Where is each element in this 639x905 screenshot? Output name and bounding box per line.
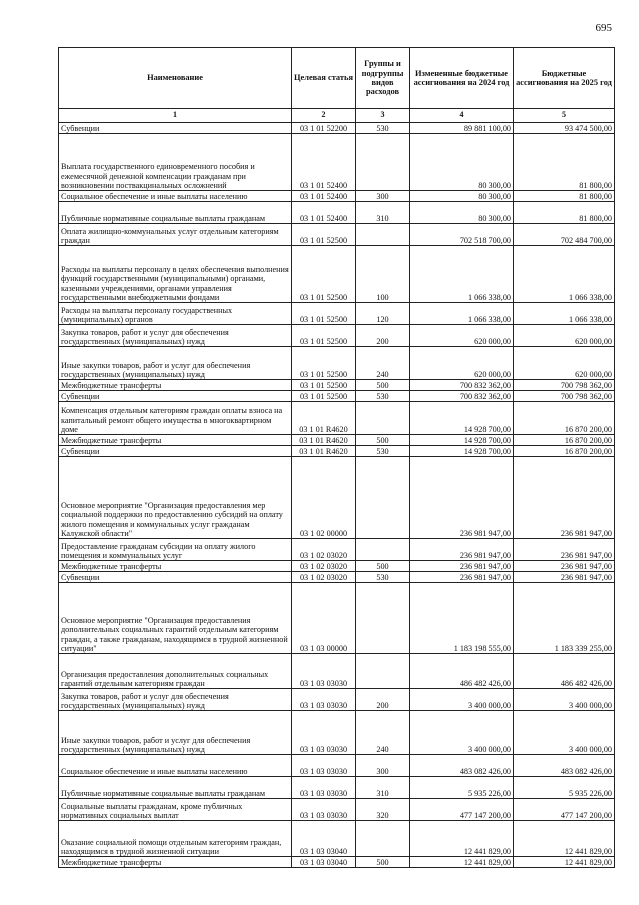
row-expense-group: 240 (356, 711, 410, 755)
row-amount-2025: 1 183 339 255,00 (514, 583, 615, 654)
row-expense-group: 530 (356, 572, 410, 583)
row-expense-group: 310 (356, 202, 410, 224)
row-expense-group (356, 134, 410, 191)
row-amount-2025: 1 066 338,00 (514, 303, 615, 325)
row-name: Иные закупки товаров, работ и услуг для обеспечения государственных (муниципальных) нужд (59, 711, 292, 755)
row-amount-2024: 236 981 947,00 (410, 572, 514, 583)
column-number: 3 (356, 109, 410, 123)
row-expense-group: 300 (356, 191, 410, 202)
table-row (59, 303, 615, 325)
row-amount-2024: 700 832 362,00 (410, 380, 514, 391)
row-amount-2024: 12 441 829,00 (410, 821, 514, 857)
row-amount-2024: 1 066 338,00 (410, 303, 514, 325)
row-name: Межбюджетные трансферты (59, 561, 292, 572)
row-amount-2025: 483 082 426,00 (514, 755, 615, 777)
row-target-article: 03 1 01 52400 (292, 202, 356, 224)
row-expense-group: 530 (356, 391, 410, 402)
row-expense-group: 530 (356, 123, 410, 134)
row-amount-2024: 14 928 700,00 (410, 402, 514, 435)
row-name: Предоставление гражданам субсидии на оплату жилого помещения и коммунальных услуг (59, 539, 292, 561)
row-amount-2024: 477 147 200,00 (410, 799, 514, 821)
row-expense-group (356, 654, 410, 689)
table-row (59, 777, 615, 799)
table-row (59, 711, 615, 755)
row-name: Основное мероприятие "Организация предоставления мер социальной поддержки по предоставлению субсидий на оплату жилого помещения и коммунальных услуг гражданам Калужской области" (59, 457, 292, 539)
row-amount-2024: 1 183 198 555,00 (410, 583, 514, 654)
table-row (59, 202, 615, 224)
row-expense-group: 200 (356, 325, 410, 347)
row-amount-2025: 1 066 338,00 (514, 246, 615, 303)
row-target-article: 03 1 01 R4620 (292, 446, 356, 457)
table-row (59, 224, 615, 246)
row-expense-group: 500 (356, 857, 410, 868)
row-name: Субвенции (59, 391, 292, 402)
row-name: Публичные нормативные социальные выплаты гражданам (59, 202, 292, 224)
column-number: 2 (292, 109, 356, 123)
row-amount-2024: 236 981 947,00 (410, 561, 514, 572)
row-name: Основное мероприятие "Организация предоставления дополнительных социальных гарантий отдельным категориям граждан, а также гражданам, находящимся в трудной жизненной ситуации" (59, 583, 292, 654)
row-name: Субвенции (59, 123, 292, 134)
row-name: Компенсация отдельным категориям граждан оплаты взноса на капитальный ремонт общего имущества в многоквартирном доме (59, 402, 292, 435)
row-amount-2024: 80 300,00 (410, 202, 514, 224)
table-row (59, 755, 615, 777)
row-target-article: 03 1 01 52400 (292, 191, 356, 202)
row-amount-2025: 236 981 947,00 (514, 561, 615, 572)
row-expense-group (356, 583, 410, 654)
row-amount-2025: 12 441 829,00 (514, 821, 615, 857)
row-expense-group (356, 224, 410, 246)
table-row (59, 799, 615, 821)
row-target-article: 03 1 01 52200 (292, 123, 356, 134)
row-amount-2025: 93 474 500,00 (514, 123, 615, 134)
table-column-numbers-row (59, 109, 615, 123)
table-row (59, 123, 615, 134)
row-name: Субвенции (59, 446, 292, 457)
row-name: Расходы на выплаты персоналу в целях обеспечения выполнения функций государственными (муниципальными) органами, казенными учреждениями, органами управления государственными внебюджетными фондами (59, 246, 292, 303)
row-expense-group: 200 (356, 689, 410, 711)
table-row (59, 402, 615, 435)
row-amount-2025: 700 798 362,00 (514, 380, 615, 391)
row-target-article: 03 1 01 52500 (292, 391, 356, 402)
row-name: Социальные выплаты гражданам, кроме публичных нормативных социальных выплат (59, 799, 292, 821)
row-target-article: 03 1 01 52500 (292, 224, 356, 246)
row-amount-2024: 3 400 000,00 (410, 689, 514, 711)
row-amount-2024: 700 832 362,00 (410, 391, 514, 402)
row-expense-group: 310 (356, 777, 410, 799)
row-amount-2024: 12 441 829,00 (410, 857, 514, 868)
row-amount-2025: 236 981 947,00 (514, 539, 615, 561)
row-amount-2025: 236 981 947,00 (514, 457, 615, 539)
row-expense-group: 300 (356, 755, 410, 777)
table-row (59, 134, 615, 191)
table-row (59, 561, 615, 572)
row-name: Организация предоставления дополнительных социальных гарантий отдельным категориям граждан (59, 654, 292, 689)
column-number: 5 (514, 109, 615, 123)
row-name: Межбюджетные трансферты (59, 380, 292, 391)
table-body (59, 123, 615, 868)
table-row (59, 325, 615, 347)
row-name: Социальное обеспечение и иные выплаты населению (59, 191, 292, 202)
page-number: 695 (595, 22, 612, 34)
row-expense-group (356, 457, 410, 539)
row-name: Межбюджетные трансферты (59, 857, 292, 868)
row-amount-2025: 620 000,00 (514, 347, 615, 380)
row-amount-2025: 3 400 000,00 (514, 711, 615, 755)
row-amount-2024: 3 400 000,00 (410, 711, 514, 755)
row-amount-2024: 5 935 226,00 (410, 777, 514, 799)
row-amount-2025: 81 800,00 (514, 134, 615, 191)
row-target-article: 03 1 01 52500 (292, 246, 356, 303)
row-name: Публичные нормативные социальные выплаты гражданам (59, 777, 292, 799)
row-target-article: 03 1 02 00000 (292, 457, 356, 539)
table-row (59, 191, 615, 202)
row-target-article: 03 1 03 03030 (292, 777, 356, 799)
row-target-article: 03 1 03 00000 (292, 583, 356, 654)
table-row (59, 457, 615, 539)
table-row (59, 583, 615, 654)
header-amount-2025: Бюджетные ассигнования на 2025 год (514, 48, 615, 109)
table-row (59, 654, 615, 689)
row-target-article: 03 1 03 03030 (292, 711, 356, 755)
row-amount-2025: 486 482 426,00 (514, 654, 615, 689)
row-target-article: 03 1 02 03020 (292, 561, 356, 572)
row-name: Субвенции (59, 572, 292, 583)
header-name: Наименование (59, 48, 292, 109)
row-target-article: 03 1 01 52400 (292, 134, 356, 191)
row-amount-2025: 81 800,00 (514, 202, 615, 224)
table-row (59, 689, 615, 711)
row-target-article: 03 1 01 52500 (292, 303, 356, 325)
row-amount-2024: 80 300,00 (410, 191, 514, 202)
row-target-article: 03 1 03 03030 (292, 654, 356, 689)
row-target-article: 03 1 02 03020 (292, 539, 356, 561)
row-amount-2025: 702 484 700,00 (514, 224, 615, 246)
row-amount-2024: 14 928 700,00 (410, 435, 514, 446)
row-name: Оплата жилищно-коммунальных услуг отдельным категориям граждан (59, 224, 292, 246)
header-amount-2024: Измененные бюджетные ассигнования на 2024 год (410, 48, 514, 109)
row-name: Межбюджетные трансферты (59, 435, 292, 446)
row-expense-group: 320 (356, 799, 410, 821)
row-amount-2024: 486 482 426,00 (410, 654, 514, 689)
row-expense-group: 500 (356, 380, 410, 391)
row-amount-2024: 89 881 100,00 (410, 123, 514, 134)
row-target-article: 03 1 03 03040 (292, 821, 356, 857)
row-amount-2024: 483 082 426,00 (410, 755, 514, 777)
table-row (59, 857, 615, 868)
table-row (59, 539, 615, 561)
row-amount-2025: 477 147 200,00 (514, 799, 615, 821)
table-row (59, 246, 615, 303)
row-amount-2024: 1 066 338,00 (410, 246, 514, 303)
row-amount-2025: 12 441 829,00 (514, 857, 615, 868)
budget-table (58, 47, 615, 868)
table-row (59, 821, 615, 857)
row-name: Закупка товаров, работ и услуг для обеспечения государственных (муниципальных) нужд (59, 325, 292, 347)
row-name: Выплата государственного единовременного пособия и ежемесячной денежной компенсации гражданам при возникновении поствакцинальных осложнений (59, 134, 292, 191)
row-amount-2025: 16 870 200,00 (514, 402, 615, 435)
row-amount-2025: 236 981 947,00 (514, 572, 615, 583)
row-target-article: 03 1 01 52500 (292, 347, 356, 380)
row-expense-group: 120 (356, 303, 410, 325)
header-expense-group: Группы и подгруппы видов расходов (356, 48, 410, 109)
table-row (59, 391, 615, 402)
row-name: Оказание социальной помощи отдельным категориям граждан, находящимся в трудной жизненной ситуации (59, 821, 292, 857)
table-header-row (59, 48, 615, 109)
row-expense-group: 530 (356, 446, 410, 457)
row-amount-2024: 702 518 700,00 (410, 224, 514, 246)
row-amount-2025: 16 870 200,00 (514, 446, 615, 457)
table-row (59, 572, 615, 583)
row-amount-2024: 236 981 947,00 (410, 457, 514, 539)
row-amount-2025: 5 935 226,00 (514, 777, 615, 799)
column-number: 4 (410, 109, 514, 123)
row-name: Закупка товаров, работ и услуг для обеспечения государственных (муниципальных) нужд (59, 689, 292, 711)
column-number: 1 (59, 109, 292, 123)
row-name: Расходы на выплаты персоналу государственных (муниципальных) органов (59, 303, 292, 325)
row-target-article: 03 1 01 R4620 (292, 435, 356, 446)
row-name: Социальное обеспечение и иные выплаты населению (59, 755, 292, 777)
row-target-article: 03 1 03 03040 (292, 857, 356, 868)
row-amount-2025: 81 800,00 (514, 191, 615, 202)
row-amount-2024: 620 000,00 (410, 325, 514, 347)
table-row (59, 347, 615, 380)
row-amount-2024: 236 981 947,00 (410, 539, 514, 561)
row-target-article: 03 1 01 52500 (292, 325, 356, 347)
row-target-article: 03 1 03 03030 (292, 755, 356, 777)
row-target-article: 03 1 03 03030 (292, 689, 356, 711)
row-target-article: 03 1 01 52500 (292, 380, 356, 391)
row-amount-2024: 620 000,00 (410, 347, 514, 380)
row-expense-group: 100 (356, 246, 410, 303)
table-row (59, 380, 615, 391)
table-row (59, 435, 615, 446)
row-expense-group (356, 402, 410, 435)
row-target-article: 03 1 03 03030 (292, 799, 356, 821)
row-expense-group: 500 (356, 561, 410, 572)
row-expense-group: 500 (356, 435, 410, 446)
row-amount-2024: 80 300,00 (410, 134, 514, 191)
row-amount-2025: 620 000,00 (514, 325, 615, 347)
row-amount-2025: 3 400 000,00 (514, 689, 615, 711)
row-amount-2025: 700 798 362,00 (514, 391, 615, 402)
row-name: Иные закупки товаров, работ и услуг для обеспечения государственных (муниципальных) нужд (59, 347, 292, 380)
row-expense-group: 240 (356, 347, 410, 380)
row-amount-2025: 16 870 200,00 (514, 435, 615, 446)
row-expense-group (356, 821, 410, 857)
row-target-article: 03 1 02 03020 (292, 572, 356, 583)
row-amount-2024: 14 928 700,00 (410, 446, 514, 457)
header-target-article: Целевая статья (292, 48, 356, 109)
row-expense-group (356, 539, 410, 561)
table-row (59, 446, 615, 457)
row-target-article: 03 1 01 R4620 (292, 402, 356, 435)
